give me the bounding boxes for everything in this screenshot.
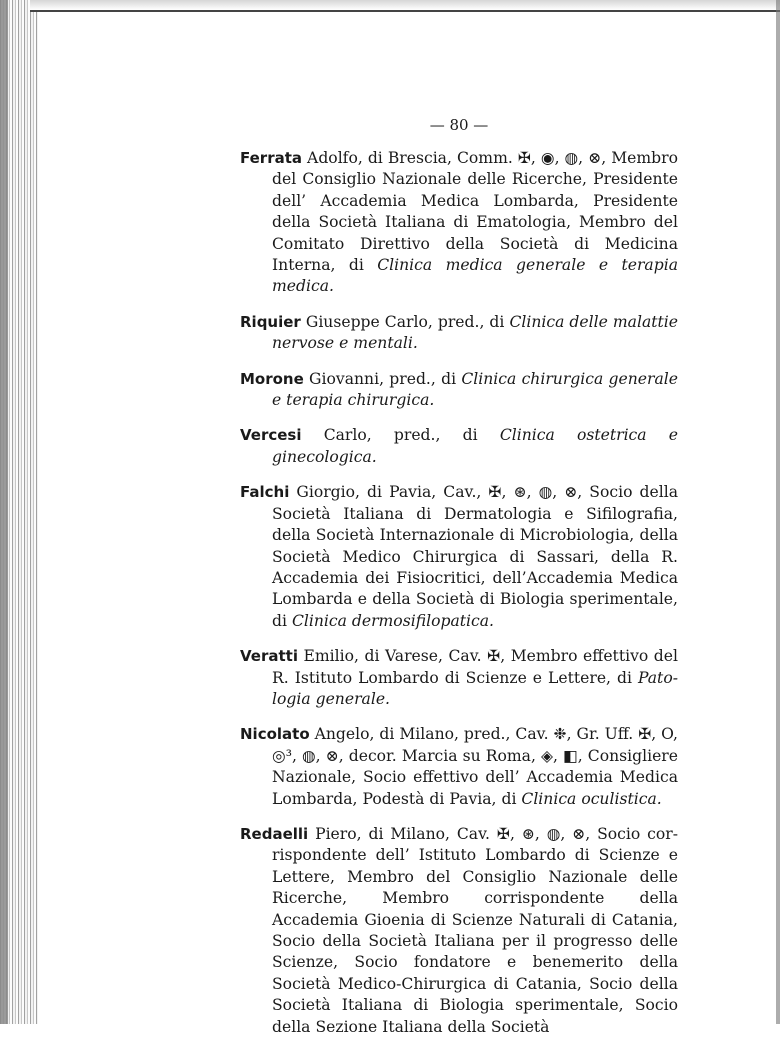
entry-text: Carlo, pred., di bbox=[301, 426, 500, 445]
entry-text: Giovanni, pred., di bbox=[303, 369, 462, 388]
entry-surname: Vercesi bbox=[240, 426, 302, 445]
entry-morone bbox=[240, 369, 678, 412]
page-top-edge bbox=[30, 0, 780, 12]
entry-subject: Clinica dermosifilopatica. bbox=[291, 611, 494, 630]
entry-subject: Clinica delle malattie nervose e mentali. bbox=[272, 312, 678, 353]
entry-nicolato bbox=[240, 724, 678, 810]
entry-surname: Ferrata bbox=[240, 149, 303, 167]
entry-subject: Clinica oculistica. bbox=[521, 789, 662, 808]
page-number: — 80 — bbox=[429, 116, 489, 134]
entry-surname: Redaelli bbox=[240, 824, 309, 843]
entry-text: Adolfo, di Brescia, Comm. ✠, ◉, ◍, ⊗, Membro del Consiglio Nazionale delle Ricerche, Presidente dell’ Accademia Medica Lombarda, Presidente della Società Italiana di Ematologia, Membro del Comitato Direttivo della Società di Medicina Interna, di bbox=[272, 149, 678, 275]
faculty-list bbox=[240, 148, 678, 1052]
entry-surname: Veratti bbox=[240, 647, 298, 666]
entry-vercesi bbox=[240, 425, 678, 468]
entry-surname: Nicolato bbox=[240, 725, 310, 744]
entry-surname: Falchi bbox=[240, 483, 290, 502]
entry-subject: Clinica chirurgica generale e terapia chirurgica. bbox=[272, 369, 678, 410]
entry-text: Giorgio, di Pavia, Cav., ✠, ⊛, ◍, ⊗, Socio della Società Italiana di Dermatologia e Sifilografia, della Società Internazionale di Microbiologia, della Società Medico Chirurgica di Sassari, della R. Accademia dei Fisiocritici, dell’Accademia Medica Lombarda e della Società di Biologia sperimentale, di bbox=[272, 483, 678, 630]
entry-subject: Patologia generale. bbox=[272, 668, 678, 708]
entry-text: Piero, di Milano, Cav. ✠, ⊛, ◍, ⊗, Socio corrispondente dell’ Istituto Lombardo di Scienze e Lettere, Membro del Consiglio Nazionale delle Ricerche, Membro corrispondente della Accademia Gioenia di Scienze Naturali di Catania, Socio della Società Italiana per il progresso delle Scienze, Socio fondatore e benemerito della Società Medico-Chirurgica di Catania, Socio della Società Italiana di Biologia sperimentale, Socio della Sezione Italiana della Società bbox=[272, 824, 678, 1036]
entry-text: Angelo, di Milano, pred., Cav. ❉, Gr. Uff. ✠, O, ◎³, ◍, ⊗, decor. Marcia su Roma, ◈, ◧, Consigliere Nazionale, Socio effettivo dell’ Accademia Medica Lombarda, Podestà di Pavia, di bbox=[272, 725, 679, 808]
entry-ferrata bbox=[240, 148, 678, 298]
entry-riquier bbox=[240, 312, 678, 355]
entry-falchi bbox=[240, 482, 678, 632]
entry-text: Emilio, di Varese, Cav. ✠, Membro effettivo del R. Istituto Lombardo di Scienze e Lettere, di bbox=[272, 647, 678, 687]
entry-surname: Riquier bbox=[240, 312, 301, 331]
entry-subject: Clinica ostetrica e ginecologica. bbox=[272, 426, 679, 466]
page-right-edge bbox=[776, 0, 780, 1024]
entry-redaelli bbox=[240, 824, 678, 1038]
page-binding-edge bbox=[0, 0, 38, 1024]
entry-text: Giuseppe Carlo, pred., di bbox=[300, 312, 510, 331]
entry-subject: Clinica medica generale e terapia medica. bbox=[272, 256, 678, 296]
entry-surname: Morone bbox=[240, 369, 304, 388]
entry-veratti bbox=[240, 646, 678, 710]
